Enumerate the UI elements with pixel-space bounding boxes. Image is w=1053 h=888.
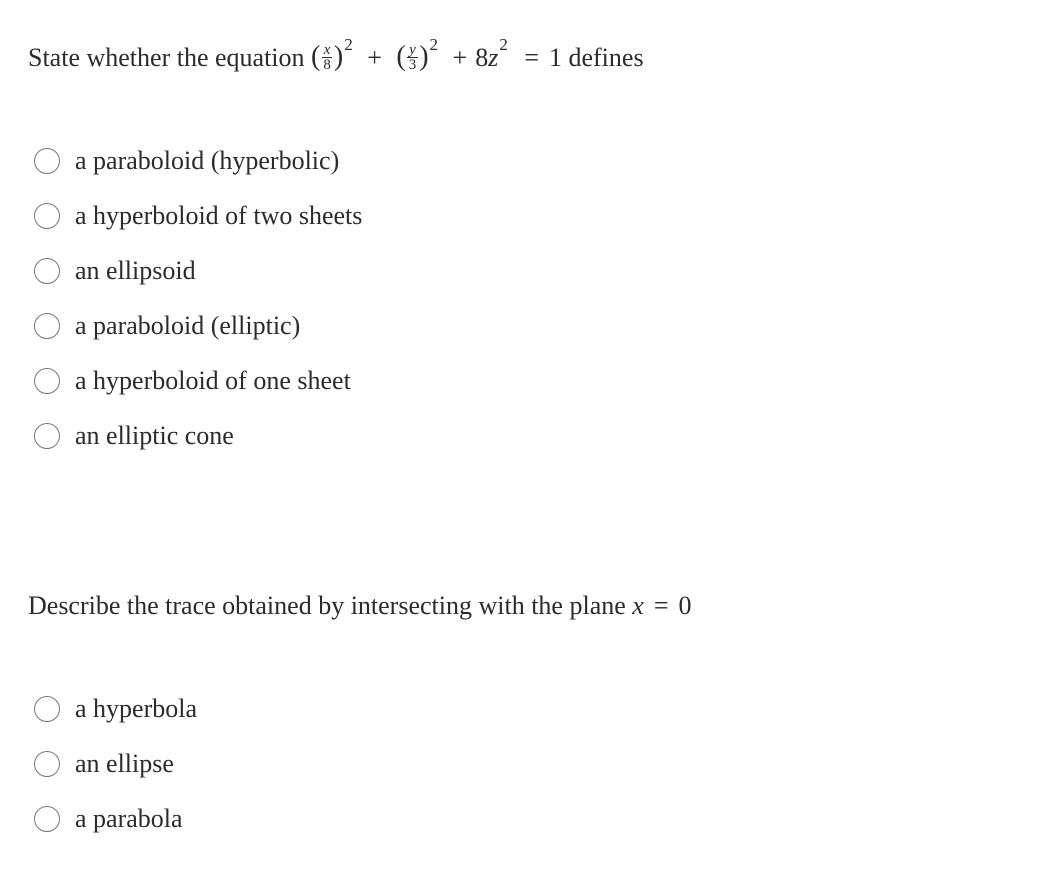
q1-option-paraboloid-hyperbolic[interactable] xyxy=(34,133,362,188)
option-label: an elliptic cone xyxy=(75,420,234,450)
radio-button[interactable] xyxy=(34,313,60,339)
option-label: an ellipsoid xyxy=(75,255,196,285)
option-label: a paraboloid (elliptic) xyxy=(75,310,301,340)
q1-option-ellipsoid[interactable] xyxy=(34,243,362,298)
q2-option-parabola[interactable] xyxy=(34,791,197,846)
option-label: a parabola xyxy=(75,803,183,833)
fraction-y-over-3: $\frac{y}{3}$ xyxy=(408,41,417,73)
radio-button[interactable] xyxy=(34,806,60,832)
option-label: a paraboloid (hyperbolic) xyxy=(75,145,340,175)
radio-button[interactable] xyxy=(34,203,60,229)
q1-option-hyperboloid-one-sheet[interactable] xyxy=(34,353,362,408)
radio-button[interactable] xyxy=(34,423,60,449)
q1-option-elliptic-cone[interactable] xyxy=(34,408,362,463)
q1-option-hyperboloid-two-sheets[interactable] xyxy=(34,188,362,243)
option-label: an ellipse xyxy=(75,748,174,778)
option-label: a hyperboloid of one sheet xyxy=(75,365,351,395)
plane-value: 0 xyxy=(678,591,692,620)
option-label: a hyperbola xyxy=(75,693,198,723)
question-1-prefix: State whether the equation xyxy=(28,43,305,72)
radio-button[interactable] xyxy=(34,751,60,777)
q2-option-hyperbola[interactable] xyxy=(34,681,197,736)
radio-button[interactable] xyxy=(34,148,60,174)
question-1-suffix: defines xyxy=(568,43,644,72)
radio-button[interactable] xyxy=(34,368,60,394)
question-1-prompt xyxy=(28,32,644,84)
q1-option-paraboloid-elliptic[interactable] xyxy=(34,298,362,353)
option-label: a hyperboloid of two sheets xyxy=(75,200,363,230)
fraction-x-over-8: $\frac{x}{8}$ xyxy=(323,41,331,73)
question-2-options xyxy=(34,681,197,846)
plane-variable: x xyxy=(632,591,644,620)
question-1-options xyxy=(34,133,362,463)
question-2-prompt: Describe the trace obtained by intersecting with the plane x = 0 xyxy=(28,591,692,620)
radio-button[interactable] xyxy=(34,258,60,284)
radio-button[interactable] xyxy=(34,696,60,722)
equation: ( $\frac{x}{8}$ )$^2$ + ( $\frac{y}{3}$ )$^2 + 8z^2 = 1$ xyxy=(311,35,562,73)
q2-option-ellipse[interactable] xyxy=(34,736,197,791)
question-2-prefix: Describe the trace obtained by intersecting with the plane xyxy=(28,591,626,620)
